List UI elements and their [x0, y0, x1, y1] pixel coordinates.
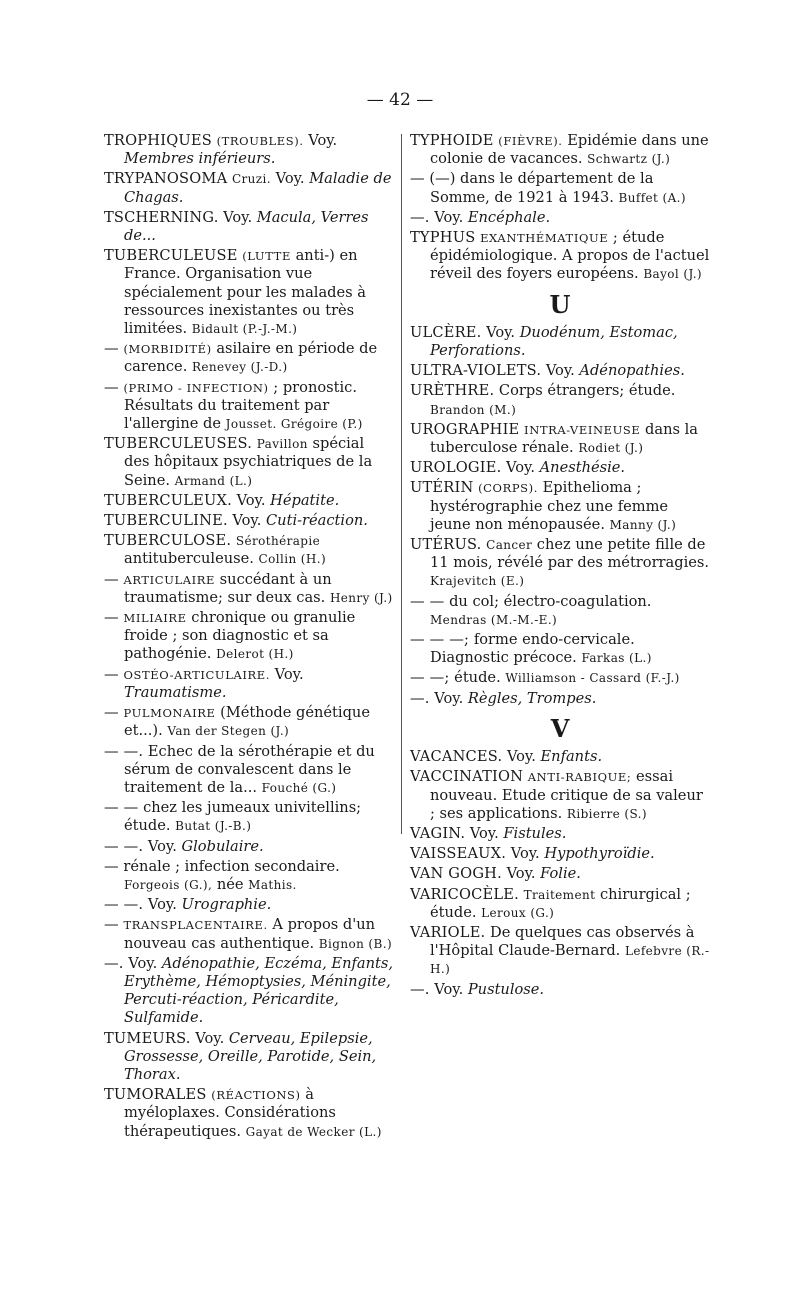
- entry-author: Lefebvre (R.-H.): [430, 944, 710, 977]
- entry-author: Brandon (M.): [430, 402, 517, 417]
- entry-author: Krajevitch (E.): [430, 574, 525, 589]
- entry-text: Voy.: [231, 491, 271, 509]
- entry-author: Pavillon: [256, 437, 308, 452]
- entry-reference: Cuti-réaction.: [266, 512, 368, 530]
- entry-text: ; étude épidémiologique. A propos de l'actuel réveil des foyers européens.: [430, 229, 710, 283]
- entry-keyword: ANTI-RABIQUE;: [527, 770, 632, 785]
- entry-keyword: EXANTHÉMATIQUE: [480, 231, 609, 246]
- entry-text: Voy.: [429, 980, 468, 998]
- entry-text: ; pronostic. Résultats du traitement par l'allergine de: [124, 378, 357, 433]
- index-entry: [410, 536, 710, 591]
- index-entry: [410, 421, 710, 457]
- entry-heading: VAN GOGH.: [410, 865, 502, 883]
- entry-heading: — —.: [104, 742, 144, 760]
- index-entry: [410, 886, 710, 922]
- entry-text: Voy.: [227, 512, 267, 530]
- index-entry: [410, 768, 710, 823]
- entry-heading: TUBERCULEUSE: [104, 247, 238, 265]
- entry-text: à myéloplaxes. Considérations thérapeutiques.: [124, 1086, 336, 1140]
- entry-text: Voy.: [429, 208, 468, 226]
- entry-reference: Fistules.: [503, 824, 567, 842]
- entry-reference: Folie.: [540, 865, 581, 883]
- entry-heading: —: [104, 609, 119, 627]
- section-letter: V: [550, 713, 570, 743]
- left-column: [104, 132, 394, 1143]
- entry-author: Buffet (A.): [618, 190, 686, 205]
- entry-heading: — —: [104, 799, 139, 817]
- entry-author: Cruzi.: [231, 172, 271, 187]
- entry-text: Voy.: [218, 208, 257, 226]
- entry-heading: TUBERCULEUX.: [104, 491, 232, 509]
- entry-heading: VACANCES.: [410, 748, 503, 766]
- index-entry: [104, 896, 394, 914]
- entry-author: Jousset. Grégoire (P.): [225, 417, 363, 432]
- entry-text: antituberculeuse.: [124, 550, 259, 568]
- entry-text: Voy.: [123, 954, 162, 972]
- entry-author: Fouché (G.): [261, 780, 337, 795]
- entry-author: Van der Stegen (J.): [167, 724, 290, 739]
- index-entry: [104, 512, 394, 530]
- entry-heading: —.: [410, 980, 430, 998]
- entry-reference: Encéphale.: [467, 208, 551, 226]
- index-entry: [410, 825, 710, 843]
- entry-heading: ULTRA-VIOLETS.: [410, 362, 542, 380]
- entry-text: Voy.: [502, 748, 541, 766]
- index-entry: [104, 799, 394, 835]
- index-entry: [410, 631, 710, 667]
- entry-author: Renevey (J.-D.): [191, 360, 288, 375]
- entry-text: Voy.: [303, 132, 338, 149]
- entry-author: Bayol (J.): [643, 267, 703, 282]
- entry-heading: —.: [104, 954, 124, 972]
- index-entry: [104, 609, 394, 664]
- section-letter: U: [549, 289, 571, 319]
- entry-author: Gayat de Wecker (L.): [245, 1124, 382, 1139]
- entry-text: chronique ou granulie froide ; son diagnostic et sa pathogénie.: [124, 609, 356, 663]
- entry-text: asilaire en période de carence.: [124, 340, 378, 376]
- entry-author: Collin (H.): [258, 552, 327, 567]
- entry-heading: —: [104, 665, 119, 683]
- index-entry: [410, 362, 710, 380]
- entry-text: anti-) en France. Organisation vue spécialement pour les malades à ressources inexistantes ou très limitées.: [124, 247, 366, 338]
- entry-author: Williamson - Cassard (F.-J.): [505, 671, 680, 686]
- entry-text: Voy.: [270, 170, 310, 188]
- entry-reference: Règles, Trompes.: [467, 689, 597, 707]
- entry-reference: Cerveau, Epilepsie, Grossesse, Oreille, Parotide, Sein, Thorax.: [124, 1029, 377, 1083]
- index-entry: [410, 229, 710, 284]
- entry-text: étude.: [449, 669, 506, 687]
- entry-text: chez une petite fille de 11 mois, révélé par des métrorragies.: [430, 536, 709, 572]
- entry-keyword: (CORPS).: [478, 481, 538, 496]
- entry-heading: UROLOGIE.: [410, 459, 502, 477]
- entry-heading: — —;: [410, 669, 450, 687]
- index-entry: [104, 666, 394, 702]
- index-entry: [104, 492, 394, 510]
- entry-author: Sérothérapie: [235, 534, 321, 549]
- entry-author: Rodiet (J.): [578, 441, 644, 456]
- entry-text: Voy.: [465, 824, 504, 842]
- index-entry: [410, 170, 710, 206]
- entry-text: essai nouveau. Etude critique de sa valeur ; ses applications.: [430, 768, 703, 822]
- entry-author: Armand (L.): [174, 473, 253, 488]
- entry-keyword: PULMONAIRE: [123, 706, 216, 721]
- entry-heading: UTÉRIN: [410, 479, 474, 497]
- entry-text: succédant à un traumatisme; sur deux cas.: [124, 570, 332, 606]
- entry-text: Voy.: [481, 323, 520, 341]
- entry-keyword: MILIAIRE: [123, 611, 187, 626]
- index-entry: [104, 838, 394, 856]
- entry-heading: UROGRAPHIE: [410, 420, 520, 438]
- entry-reference: Globulaire.: [181, 837, 264, 855]
- entry-keyword: (TROUBLES).: [216, 134, 304, 148]
- entry-keyword: OSTÉO-ARTICULAIRE.: [123, 667, 271, 682]
- entry-heading: TUMORALES: [104, 1086, 207, 1104]
- entry-heading: VARIOLE.: [410, 923, 486, 941]
- entry-heading: —: [104, 916, 119, 934]
- entry-author: Bidault (P.-J.-M.): [191, 322, 298, 337]
- entry-heading: VAISSEAUX.: [410, 845, 507, 863]
- entry-text: dans la tuberculose rénale.: [430, 420, 698, 457]
- column-divider: [401, 134, 402, 834]
- index-entry: [104, 247, 394, 338]
- entry-heading: TUBERCULEUSES.: [104, 435, 253, 453]
- entry-reference: Anesthésie.: [539, 459, 626, 477]
- entry-text: De quelques cas observés à l'Hôpital Claude-Bernard.: [430, 923, 695, 960]
- index-entry: [104, 704, 394, 740]
- entry-keyword: (MORBIDITÉ): [123, 342, 212, 357]
- index-entry: [104, 743, 394, 798]
- right-column: [410, 132, 710, 1001]
- index-entry: [410, 865, 710, 883]
- index-entry: [410, 845, 710, 863]
- entry-reference: Duodénum, Estomac, Perforations.: [430, 323, 678, 360]
- entry-heading: — —.: [104, 896, 144, 914]
- index-entry: [104, 532, 394, 568]
- entry-text: spécial des hôpitaux psychiatriques de la Seine.: [124, 435, 373, 489]
- index-entry: [410, 669, 710, 687]
- entry-text: Voy.: [541, 362, 580, 380]
- entry-keyword: (LUTTE: [242, 249, 291, 264]
- entry-heading: VARICOCÈLE.: [410, 885, 519, 903]
- index-entry: [410, 748, 710, 766]
- entry-heading: TUBERCULOSE.: [104, 532, 232, 550]
- entry-keyword: INTRA-VEINEUSE: [524, 422, 641, 437]
- entry-reference: Urographie.: [181, 896, 272, 914]
- entry-text: Voy.: [270, 665, 304, 683]
- entry-text: Voy.: [501, 459, 540, 477]
- entry-keyword: TRANSPLACENTAIRE.: [123, 918, 268, 933]
- entry-heading: ULCÈRE.: [410, 323, 482, 341]
- entry-text: Voy.: [143, 896, 182, 914]
- entry-text: du col; électro-coagulation.: [444, 592, 652, 610]
- entry-text: Voy.: [143, 837, 182, 855]
- index-entry: [104, 435, 394, 490]
- index-entry: [104, 1086, 394, 1141]
- entry-heading: TUBERCULINE.: [104, 512, 228, 530]
- entry-author: Schwartz (J.): [587, 152, 671, 167]
- entry-heading: TUMEURS.: [104, 1029, 191, 1047]
- entry-author: Forgeois (G.),: [124, 877, 213, 892]
- entry-text: née: [212, 875, 249, 893]
- entry-reference: Traumatisme.: [124, 683, 227, 701]
- entry-reference: Membres inférieurs.: [124, 150, 276, 168]
- index-entry: [410, 690, 710, 708]
- entry-heading: — —: [410, 592, 445, 610]
- entry-heading: —: [104, 378, 119, 396]
- entry-heading: UTÉRUS.: [410, 536, 482, 554]
- entry-heading: —: [410, 170, 425, 188]
- entry-heading: —.: [410, 208, 430, 226]
- entry-text: A propos d'un nouveau cas authentique.: [124, 916, 376, 952]
- entry-text: Epithelioma ; hystérographie chez une femme jeune non ménopausée.: [430, 479, 669, 533]
- entry-text: Epidémie dans une colonie de vacances.: [430, 132, 709, 168]
- entry-text: Echec de la sérothérapie et du sérum de convalescent dans le traitement de la...: [124, 742, 375, 796]
- entry-text: Voy.: [501, 865, 541, 883]
- entry-reference: Hépatite.: [270, 491, 340, 509]
- entry-author: Delerot (H.): [216, 647, 294, 662]
- index-entry: [410, 324, 710, 360]
- index-entry: [410, 981, 710, 999]
- index-entry: [104, 858, 394, 894]
- entry-author: Traitement: [523, 887, 596, 902]
- index-entry: [104, 916, 394, 952]
- index-entry: [410, 132, 710, 168]
- index-entry: [410, 382, 710, 418]
- index-entry: [410, 459, 710, 477]
- index-entry: [104, 209, 394, 245]
- entry-author: Farkas (L.): [581, 651, 652, 666]
- entry-heading: TROPHIQUES: [104, 132, 212, 149]
- entry-reference: Adénopathies.: [579, 362, 685, 380]
- entry-author: Henry (J.): [329, 590, 393, 605]
- entry-heading: TYPHUS: [410, 229, 476, 247]
- index-entry: [104, 170, 394, 206]
- index-entry: [104, 340, 394, 376]
- index-entry: [410, 593, 710, 629]
- entry-author: Mathis.: [248, 877, 297, 892]
- entry-author: Manny (J.): [609, 517, 677, 532]
- entry-text: chez les jumeaux univitellins; étude.: [124, 799, 362, 835]
- entry-heading: VAGIN.: [410, 824, 466, 842]
- index-entry: [410, 479, 710, 534]
- index-entry: [104, 132, 394, 168]
- entry-heading: —: [104, 857, 119, 875]
- entry-author: Leroux (G.): [481, 905, 555, 920]
- entry-keyword: (PRIMO - INFECTION): [123, 380, 269, 395]
- entry-reference: Adénopathie, Eczéma, Enfants, Erythème, Hémoptysies, Méningite, Percuti-réaction, Péricardite, Sulfamide.: [124, 954, 393, 1027]
- entry-reference: Maladie de Chagas.: [124, 170, 392, 206]
- entry-reference: Enfants.: [540, 748, 603, 766]
- entry-author: Butat (J.-B.): [175, 819, 252, 834]
- entry-text: chirurgical ; étude.: [430, 885, 691, 921]
- entry-keyword: (RÉACTIONS): [211, 1088, 301, 1103]
- entry-text: Corps étrangers; étude.: [494, 382, 676, 400]
- entry-heading: —: [104, 704, 119, 722]
- index-entry: [410, 924, 710, 979]
- entry-heading: —: [104, 340, 119, 358]
- entry-author: Ribierre (S.): [566, 806, 647, 821]
- index-entry: [104, 571, 394, 607]
- entry-heading: — — —;: [410, 631, 470, 649]
- index-entry: [104, 955, 394, 1028]
- entry-author: Bignon (B.): [318, 936, 393, 951]
- entry-heading: —.: [410, 689, 430, 707]
- entry-heading: — —.: [104, 837, 144, 855]
- entry-keyword: ARTICULAIRE: [123, 572, 216, 587]
- index-entry: [104, 1030, 394, 1085]
- entry-text: (—) dans le département de la Somme, de 1921 à 1943.: [424, 170, 654, 206]
- entry-heading: VACCINATION: [410, 768, 524, 786]
- entry-text: (Méthode génétique et...).: [124, 704, 370, 740]
- entry-text: rénale ; infection secondaire.: [118, 857, 340, 875]
- entry-text: Voy.: [190, 1029, 229, 1047]
- entry-reference: Pustulose.: [467, 980, 545, 998]
- entry-heading: URÈTHRE.: [410, 382, 495, 400]
- entry-author: Cancer: [486, 538, 533, 553]
- entry-heading: TSCHERNING.: [104, 208, 219, 226]
- entry-heading: TRYPANOSOMA: [104, 170, 228, 188]
- entry-heading: —: [104, 570, 119, 588]
- entry-heading: TYPHOIDE: [410, 132, 494, 149]
- entry-text: Voy.: [429, 689, 468, 707]
- index-entry: [104, 379, 394, 434]
- entry-reference: Hypothyroïdie.: [544, 845, 655, 863]
- entry-reference: Macula, Verres de...: [124, 208, 369, 245]
- page-number: — 42 —: [366, 90, 434, 110]
- entry-text: Voy.: [506, 845, 545, 863]
- entry-author: Mendras (M.-M.-E.): [430, 612, 558, 627]
- index-entry: [410, 209, 710, 227]
- entry-text: forme endo-cervicale. Diagnostic précoce.: [430, 631, 635, 667]
- entry-keyword: (FIÈVRE).: [498, 134, 563, 148]
